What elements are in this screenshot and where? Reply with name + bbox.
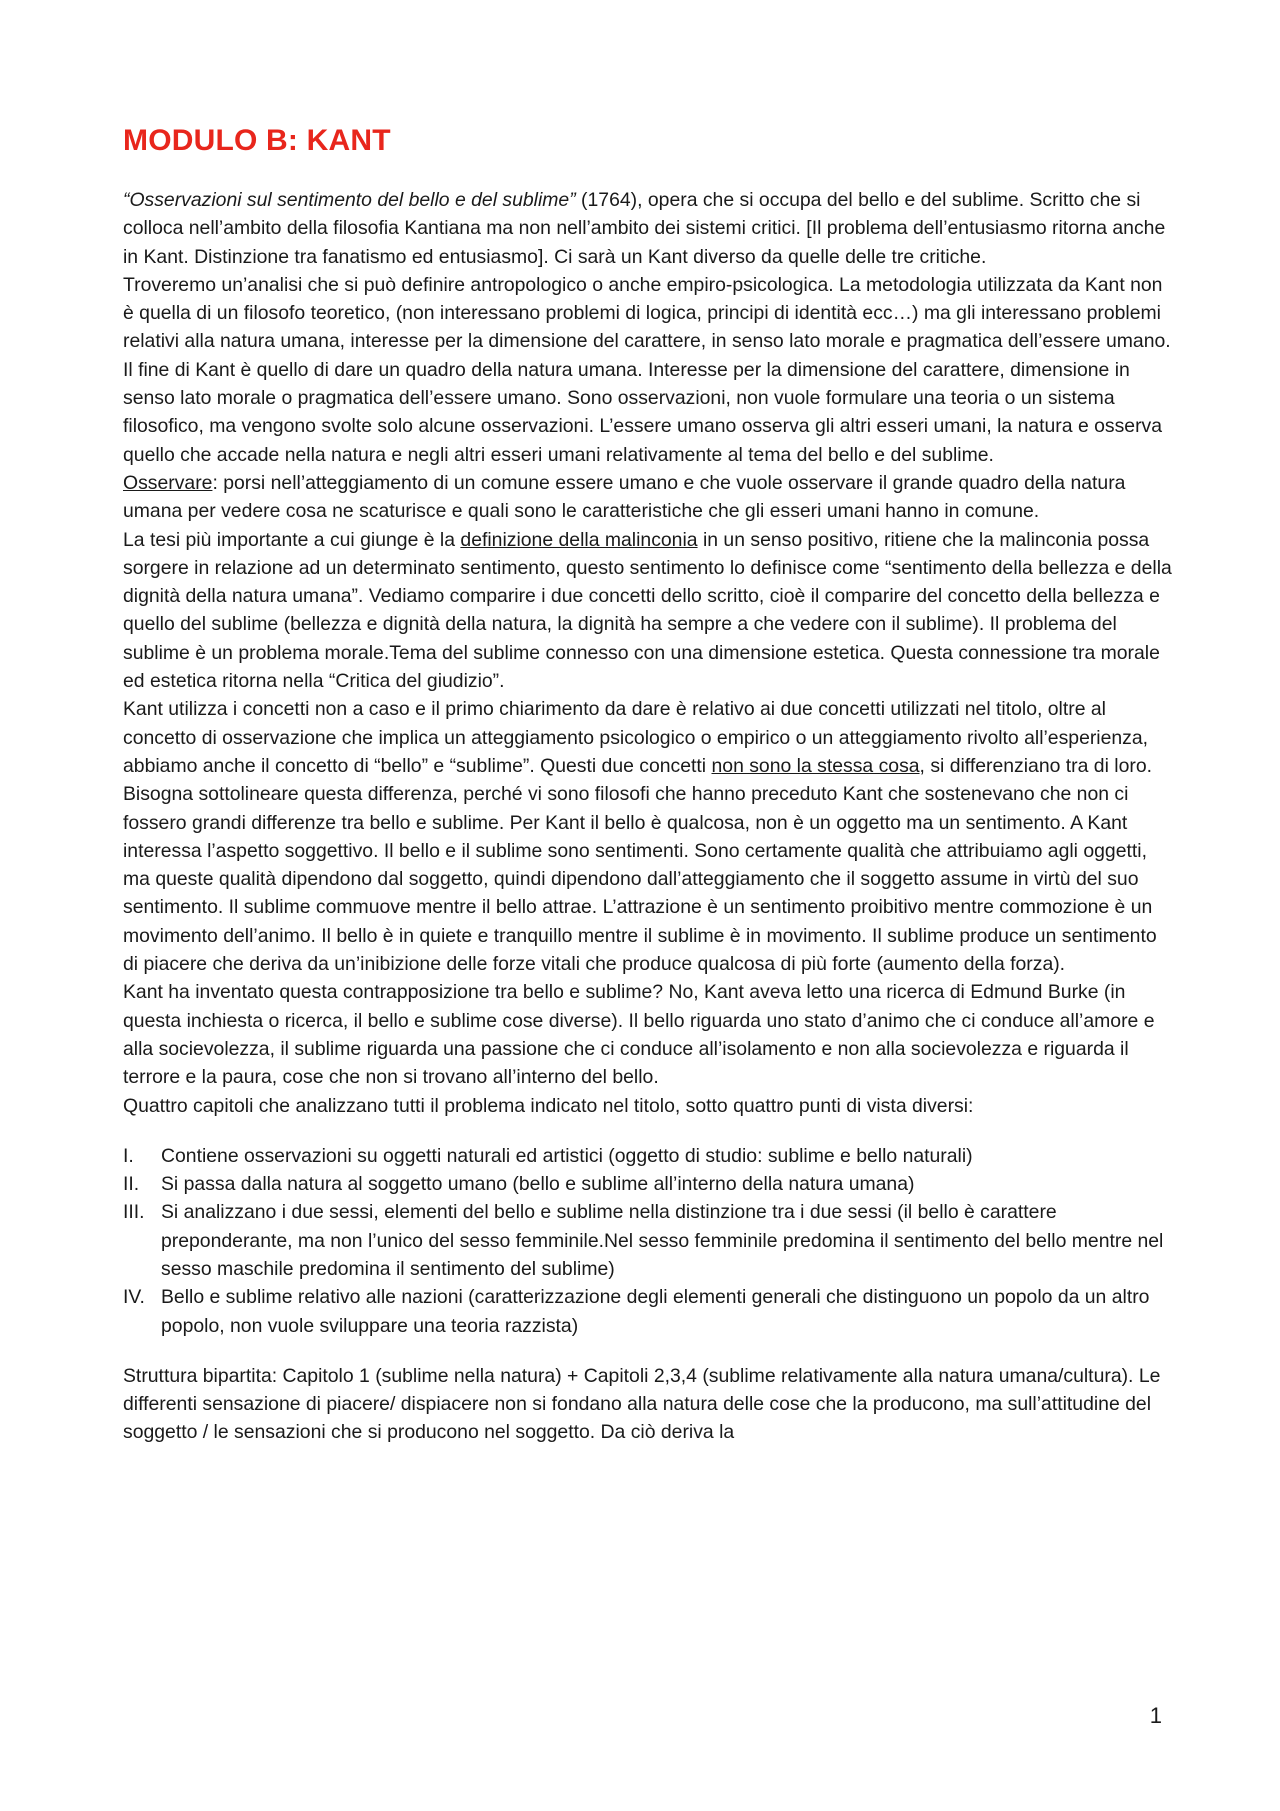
list-item-number: IV. <box>123 1286 145 1309</box>
paragraph-method: Troveremo un’analisi che si può definire antropologico o anche empiro-psicologica. La metodologia utilizzata da Kant non è quella di un filosofo teoretico, (non interessano problemi di logica, principi di identità ecc…) ma gli interessano problemi relativi alla natura umana, interesse per la dimensione del carattere, in senso lato morale e pragmatica dell’essere umano. Il fine di Kant è quello di dare un quadro della natura umana. Interesse per la dimensione del carattere, dimensione in senso lato morale o pragmatica dell’essere umano. Sono osservazioni, non vuole formulare una teoria o un sistema filosofico, ma vengono svolte solo alcune osservazioni. L’essere umano osserva gli altri esseri umani, la natura e osserva quello che accade nella natura e negli altri esseri umani relativamente al tema del bello e del sublime. <box>123 273 1171 466</box>
page-number: 1 <box>1149 1703 1162 1728</box>
list-item <box>123 1142 1172 1170</box>
list-item-number: III. <box>123 1201 145 1224</box>
paragraph-malinconia-before: La tesi più importante a cui giunge è la <box>123 528 461 551</box>
chapter-list <box>123 1142 1172 1340</box>
paragraph-struttura: Struttura bipartita: Capitolo 1 (sublime nella natura) + Capitoli 2,3,4 (sublime relativamente alla natura umana/cultura). Le differenti sensazione di piacere/ dispiacere non si fondano alla natura delle cose che la producono, ma sull’attitudine del soggetto / le sensazioni che si producono nel soggetto. Da ciò deriva la <box>123 1364 1161 1444</box>
term-osservare: Osservare <box>123 471 213 494</box>
list-item-text: Bello e sublime relativo alle nazioni (caratterizzazione degli elementi generali che distinguono un popolo da un altro popolo, non vuole sviluppare una teoria razzista) <box>161 1286 1150 1337</box>
work-title: “Osservazioni sul sentimento del bello e del sublime” <box>123 189 576 211</box>
paragraph-intro <box>123 186 1172 271</box>
list-item-number: II. <box>123 1173 140 1196</box>
term-malinconia: definizione della malinconia <box>460 528 698 551</box>
term-stessa-cosa: non sono la stessa cosa <box>711 754 920 777</box>
paragraph-malinconia <box>123 526 1172 696</box>
list-item <box>123 1283 1172 1340</box>
paragraph-intro-text: (1764), opera che si occupa del bello e del sublime. Scritto che si colloca nell’ambito della filosofia Kantiana ma non nell’ambito dei sistemi critici. [Il problema dell’entusiasmo ritorna anche in Kant. Distinzione tra fanatismo ed entusiasmo]. Ci sarà un Kant diverso da quelle delle tre critiche. <box>123 189 1166 268</box>
paragraph-concetti-after: , si differenziano tra di loro. Bisogna sottolineare questa differenza, perché vi sono filosofi che hanno preceduto Kant che sostenevano che non ci fossero grandi differenze tra bello e sublime. Per Kant il bello è qualcosa, non è un oggetto ma un sentimento. A Kant interessa l’aspetto soggettivo. Il bello e il sublime sono sentimenti. Sono certamente qualità che attribuiamo agli oggetti, ma queste qualità dipendono dal soggetto, quindi dipendono dall’atteggiamento che il soggetto assume in virtù del suo sentimento. Il sublime commuove mentre il bello attrae. L’attrazione è un sentimento proibitivo mentre commozione è un movimento dell’animo. Il bello è in quiete e tranquillo mentre il sublime è in movimento. Il sublime produce un sentimento di piacere che deriva da un’inibizione delle forze vitali che produce qualcosa di più forte (aumento della forza). <box>123 754 1157 976</box>
paragraph-osservare-text: : porsi nell’atteggiamento di un comune essere umano e che vuole osservare il grande quadro della natura umana per vedere cosa ne scaturisce e quali sono le caratteristiche che gli esseri umani hanno in comune. <box>123 471 1126 523</box>
paragraph-concetti <box>123 695 1172 978</box>
list-item-text: Si passa dalla natura al soggetto umano (bello e sublime all’interno della natura umana) <box>161 1173 915 1196</box>
paragraph-osservare <box>123 469 1172 526</box>
document-title: MODULO B: KANT <box>123 124 391 157</box>
list-item <box>123 1170 1172 1198</box>
paragraph-capitoli: Quattro capitoli che analizzano tutti il problema indicato nel titolo, sotto quattro punti di vista diversi: <box>123 1094 974 1117</box>
paragraph-burke: Kant ha inventato questa contrapposizione tra bello e sublime? No, Kant aveva letto una ricerca di Edmund Burke (in questa inchiesta o ricerca, il bello e sublime cose diverse). Il bello riguarda uno stato d’animo che ci conduce all’amore e alla socievolezza, il sublime riguarda una passione che ci conduce all’isolamento e non alla socievolezza e riguarda il terrore e la paura, cose che non si trovano all’interno del bello. <box>123 981 1155 1089</box>
paragraph-malinconia-after: in un senso positivo, ritiene che la malinconia possa sorgere in relazione ad un determinato sentimento, questo sentimento lo definisce come “sentimento della bellezza e della dignità della natura umana”. Vediamo comparire i due concetti dello scritto, cioè il comparire del concetto della bellezza e quello del sublime (bellezza e dignità della natura, la dignità ha sempre a che vedere con il sublime). Il problema del sublime è un problema morale.Tema del sublime connesso con una dimensione estetica. Questa connessione tra morale ed estetica ritorna nella “Critica del giudizio”. <box>123 528 1172 693</box>
list-item-text: Si analizzano i due sessi, elementi del bello e sublime nella distinzione tra i due sessi (il bello è carattere preponderante, ma non l’unico del sesso femminile.Nel sesso femminile predomina il sentimento del bello mentre nel sesso maschile predomina il sentimento del sublime) <box>161 1201 1164 1280</box>
list-item-number: I. <box>123 1144 134 1167</box>
paragraph-concetti-before: Kant utilizza i concetti non a caso e il primo chiarimento da dare è relativo ai due concetti utilizzati nel titolo, oltre al concetto di osservazione che implica un atteggiamento psicologico o empirico o un atteggiamento rivolto all’esperienza, abbiamo anche il concetto di “bello” e “sublime”. Questi due concetti <box>123 698 1149 777</box>
list-item-text: Contiene osservazioni su oggetti naturali ed artistici (oggetto di studio: sublime e bello naturali) <box>161 1144 973 1167</box>
list-item <box>123 1198 1172 1283</box>
